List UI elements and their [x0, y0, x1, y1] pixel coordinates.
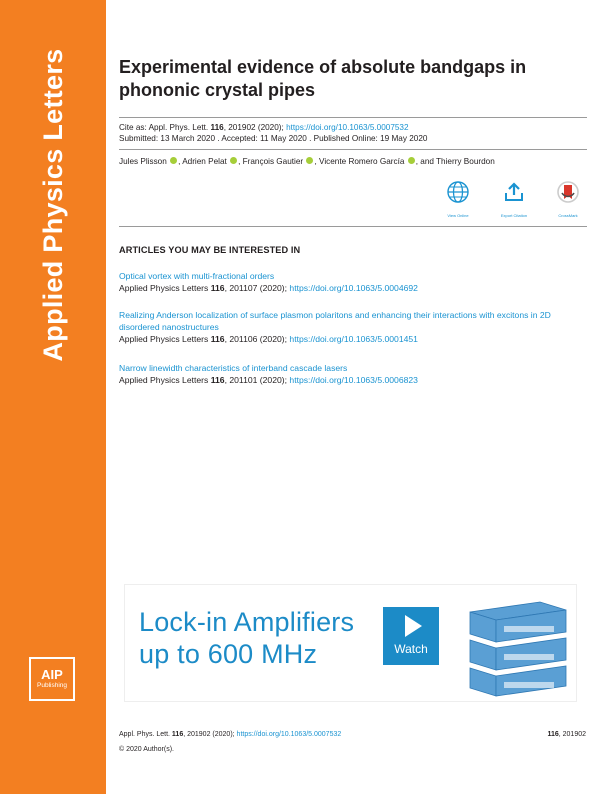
- ref-journal: Applied Physics Letters: [119, 375, 211, 385]
- footer-citation: [119, 731, 341, 738]
- related-articles-heading: ARTICLES YOU MAY BE INTERESTED IN: [119, 245, 301, 255]
- cite-volume: 116: [210, 123, 224, 132]
- ref-volume: 116: [210, 334, 225, 344]
- logo-publishing-text: Publishing: [37, 682, 67, 689]
- play-icon: [405, 615, 422, 637]
- view-online-button[interactable]: [438, 181, 478, 218]
- ad-headline: [139, 606, 354, 670]
- ref-journal: Applied Physics Letters: [119, 283, 211, 293]
- related-article-title-link[interactable]: Optical vortex with multi-fractional orders: [119, 271, 275, 281]
- related-article-title-link[interactable]: Narrow linewidth characteristics of interband cascade lasers: [119, 363, 348, 373]
- orcid-icon[interactable]: [306, 157, 313, 164]
- journal-name: Applied Physics Letters: [38, 48, 68, 362]
- cite-label: Cite as: Appl. Phys. Lett.: [119, 123, 211, 132]
- export-icon: [503, 181, 525, 203]
- cite-rest: , 201902 (2020);: [223, 123, 287, 132]
- related-article-reference: [119, 333, 589, 345]
- author-name[interactable]: Adrien Pelat: [182, 157, 227, 166]
- ad-line-1: Lock-in Amplifiers: [139, 607, 355, 637]
- footer-volume: 116: [171, 731, 184, 738]
- ref-page: , 201101 (2020);: [224, 375, 290, 385]
- crossmark-icon: [557, 181, 579, 203]
- author-name[interactable]: François Gautier: [242, 157, 304, 166]
- author-name[interactable]: Vicente Romero García: [319, 157, 405, 166]
- crossmark-button[interactable]: [548, 181, 588, 218]
- related-article-title-link[interactable]: Realizing Anderson localization of surface plasmon polaritons and enhancing their interactions with excitons in 2D disordered nanostructures: [119, 310, 551, 332]
- logo-aip-text: AIP: [41, 667, 63, 682]
- advertisement-banner[interactable]: [124, 584, 577, 702]
- ad-line-2: up to 600 MHz: [139, 639, 318, 669]
- instrument-stack-icon: [460, 590, 572, 698]
- orcid-icon[interactable]: [170, 157, 177, 164]
- author-name[interactable]: and Thierry Bourdon: [420, 157, 495, 166]
- aip-publishing-logo[interactable]: [29, 657, 75, 701]
- related-article: [119, 362, 589, 386]
- export-citation-label: Export Citation: [500, 213, 528, 218]
- title-divider: [119, 117, 587, 118]
- ref-journal: Applied Physics Letters: [119, 334, 211, 344]
- cite-line: [119, 123, 409, 133]
- authors-line: Jules Plisson , Adrien Pelat , François Gautier , Vicente Romero García , and Thierry Bourdon: [119, 157, 495, 166]
- tools-divider: [119, 226, 587, 227]
- export-citation-button[interactable]: [494, 181, 534, 218]
- globe-icon: [447, 181, 469, 203]
- cite-doi-link[interactable]: https://doi.org/10.1063/5.0007532: [286, 123, 409, 132]
- ref-doi-link[interactable]: https://doi.org/10.1063/5.0001451: [289, 334, 418, 344]
- ref-doi-link[interactable]: https://doi.org/10.1063/5.0004692: [289, 283, 418, 293]
- article-title: Experimental evidence of absolute bandgaps in phononic crystal pipes: [119, 57, 527, 100]
- footer-page-number: , 201902: [558, 731, 586, 738]
- related-article-reference: [119, 374, 589, 386]
- ref-page: , 201107 (2020);: [224, 283, 290, 293]
- ref-volume: 116: [210, 375, 225, 385]
- meta-divider: [119, 149, 587, 150]
- view-online-label: View Online: [447, 213, 469, 218]
- dates-line: Submitted: 13 March 2020 . Accepted: 11 May 2020 . Published Online: 19 May 2020: [119, 134, 428, 143]
- footer-copyright: © 2020 Author(s).: [119, 746, 174, 753]
- footer-cite-label: Appl. Phys. Lett.: [119, 731, 172, 738]
- footer-page-volume: 116: [547, 731, 559, 738]
- author-name[interactable]: Jules Plisson: [119, 157, 167, 166]
- orcid-icon[interactable]: [408, 157, 415, 164]
- related-article-reference: [119, 282, 589, 294]
- footer-page-ref: [547, 731, 586, 738]
- orcid-icon[interactable]: [230, 157, 237, 164]
- crossmark-label: CrossMark: [558, 213, 578, 218]
- ad-watch-button[interactable]: [383, 607, 439, 665]
- related-article: [119, 309, 589, 345]
- ref-volume: 116: [210, 283, 225, 293]
- ref-page: , 201106 (2020);: [224, 334, 290, 344]
- ref-doi-link[interactable]: https://doi.org/10.1063/5.0006823: [289, 375, 418, 385]
- journal-sidebar: [0, 0, 106, 794]
- related-article: [119, 270, 589, 294]
- ad-watch-label: Watch: [394, 642, 428, 656]
- footer-doi-link[interactable]: https://doi.org/10.1063/5.0007532: [236, 731, 342, 738]
- footer-cite-rest: , 201902 (2020);: [183, 731, 237, 738]
